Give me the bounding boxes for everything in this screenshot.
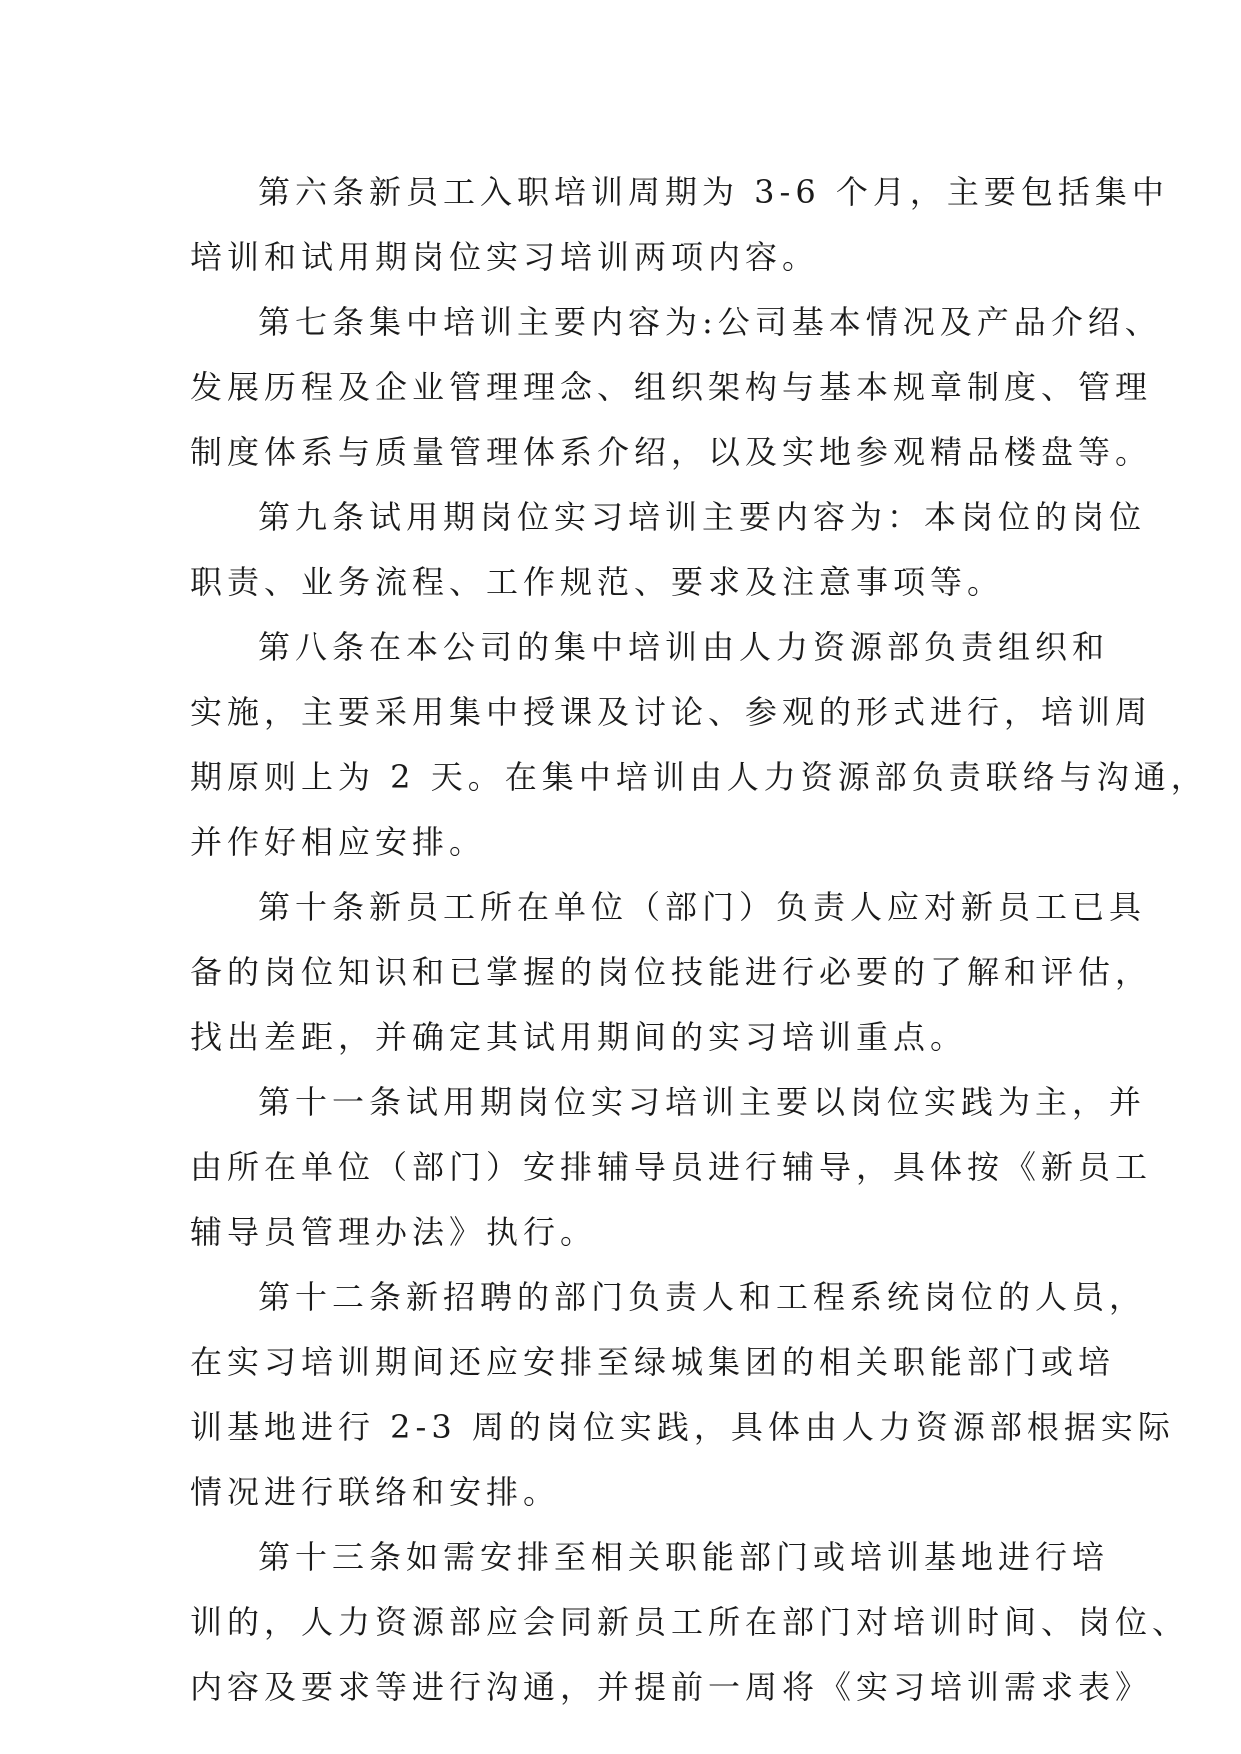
paragraph-line: 第七条集中培训主要内容为:公司基本情况及产品介绍、 <box>258 303 1162 341</box>
paragraph-line: 第六条新员工入职培训周期为 3-6 个月，主要包括集中 <box>258 173 1169 211</box>
paragraph-line: 训的，人力资源部应会同新员工所在部门对培训时间、岗位、 <box>190 1603 1190 1641</box>
paragraph-line: 职责、业务流程、工作规范、要求及注意事项等。 <box>190 563 1005 601</box>
paragraph-line: 第十条新员工所在单位（部门）负责人应对新员工已具 <box>258 888 1147 926</box>
article-8-paragraph <box>190 615 1208 875</box>
paragraph-line: 第九条试用期岗位实习培训主要内容为：本岗位的岗位 <box>258 498 1147 536</box>
article-6-paragraph <box>190 160 1169 290</box>
paragraph-line: 第十三条如需安排至相关职能部门或培训基地进行培 <box>258 1538 1110 1576</box>
article-7-paragraph <box>190 290 1162 485</box>
article-9-paragraph <box>190 485 1147 615</box>
paragraph-line: 备的岗位知识和已掌握的岗位技能进行必要的了解和评估， <box>190 953 1153 991</box>
paragraph-line: 发展历程及企业管理理念、组织架构与基本规章制度、管理 <box>190 368 1153 406</box>
document-body <box>190 160 1208 1720</box>
paragraph-line: 找出差距，并确定其试用期间的实习培训重点。 <box>190 1018 968 1056</box>
paragraph-line: 内容及要求等进行沟通，并提前一周将《实习培训需求表》 <box>190 1668 1153 1706</box>
article-10-paragraph <box>190 875 1153 1070</box>
paragraph-line: 第十二条新招聘的部门负责人和工程系统岗位的人员， <box>258 1278 1147 1316</box>
paragraph-line: 情况进行联络和安排。 <box>190 1473 561 1511</box>
paragraph-line: 制度体系与质量管理体系介绍，以及实地参观精品楼盘等。 <box>190 433 1153 471</box>
paragraph-line: 实施，主要采用集中授课及讨论、参观的形式进行，培训周 <box>190 693 1153 731</box>
paragraph-line: 由所在单位（部门）安排辅导员进行辅导，具体按《新员工 <box>190 1148 1153 1186</box>
paragraph-line: 辅导员管理办法》执行。 <box>190 1213 598 1251</box>
paragraph-line: 并作好相应安排。 <box>190 823 487 861</box>
paragraph-line: 第八条在本公司的集中培训由人力资源部负责组织和 <box>258 628 1110 666</box>
paragraph-line: 期原则上为 2 天。在集中培训由人力资源部负责联络与沟通， <box>190 758 1208 796</box>
article-12-paragraph <box>190 1265 1175 1525</box>
paragraph-line: 在实习培训期间还应安排至绿城集团的相关职能部门或培 <box>190 1343 1116 1381</box>
paragraph-line: 培训和试用期岗位实习培训两项内容。 <box>190 238 820 276</box>
paragraph-line: 第十一条试用期岗位实习培训主要以岗位实践为主，并 <box>258 1083 1147 1121</box>
article-11-paragraph <box>190 1070 1153 1265</box>
article-13-paragraph <box>190 1525 1190 1720</box>
paragraph-line: 训基地进行 2-3 周的岗位实践，具体由人力资源部根据实际 <box>190 1408 1175 1446</box>
